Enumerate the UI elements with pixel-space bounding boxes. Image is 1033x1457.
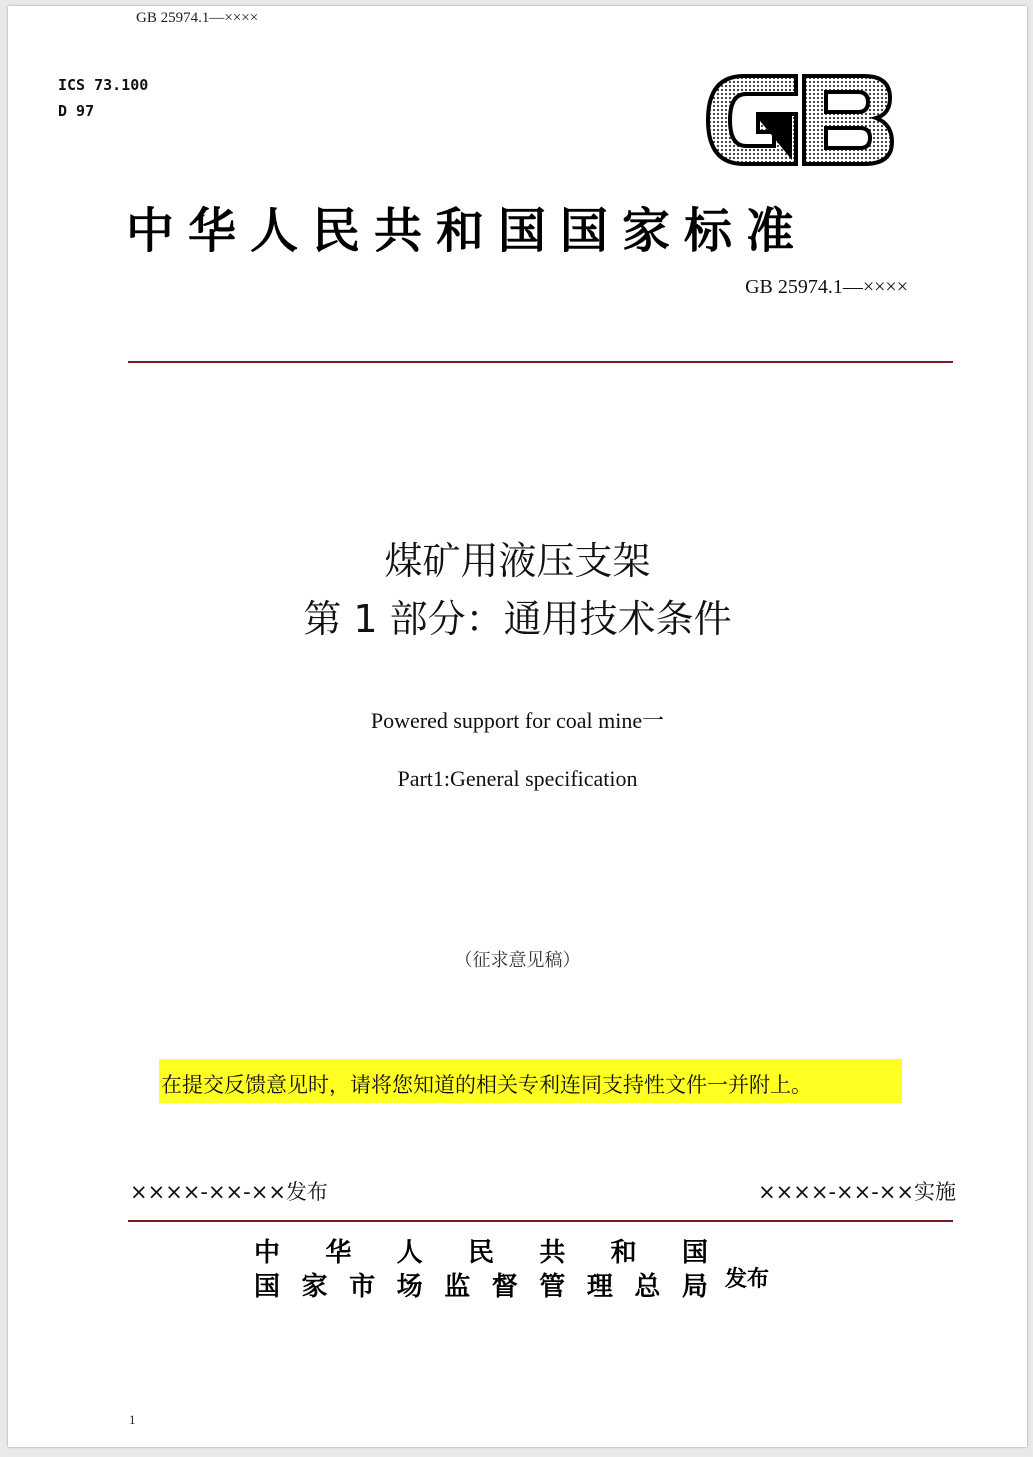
publisher-char: 华: [325, 1238, 352, 1268]
issue-date: ××××-××-××发布: [130, 1180, 328, 1204]
publisher-char: 民: [467, 1238, 494, 1268]
publisher-char: 中: [254, 1238, 281, 1268]
ics-code: ICS 73.100: [58, 76, 149, 94]
publisher-char: 国: [681, 1238, 708, 1268]
page-number: 1: [129, 1412, 136, 1427]
patent-notice-highlight: [159, 1059, 902, 1103]
bottom-divider: [128, 1220, 953, 1222]
chinese-title-line1: 煤矿用液压支架: [384, 539, 651, 583]
draft-status: （征求意见稿）: [454, 950, 581, 971]
publisher-char: 人: [396, 1238, 423, 1268]
publisher-char: 家: [301, 1272, 328, 1302]
english-title-line1: Powered support for coal mine一: [370, 708, 665, 733]
top-divider: [128, 361, 953, 363]
publisher-suffix: 发布: [725, 1267, 770, 1292]
publisher-char: 监: [444, 1272, 471, 1302]
chinese-title-line2: 第 1 部分：通用技术条件: [303, 597, 732, 641]
publisher-char: 理: [586, 1272, 613, 1302]
implementation-date: ××××-××-××实施: [758, 1180, 956, 1204]
publisher-char: 国: [254, 1272, 281, 1302]
publisher-char: 市: [349, 1272, 376, 1302]
publisher-char: 管: [539, 1272, 566, 1302]
document-page: [8, 6, 1027, 1447]
national-standard-title: 中华人民共和国国家标准: [126, 203, 809, 259]
publisher-char: 和: [610, 1238, 637, 1268]
running-header-code: GB 25974.1—××××: [136, 10, 259, 26]
publisher-char: 场: [396, 1272, 423, 1302]
publisher-char: 督: [491, 1272, 518, 1302]
gb-logo-text: GB: [704, 68, 706, 69]
ccs-code: D 97: [58, 102, 95, 120]
publisher-char: 总: [634, 1272, 661, 1302]
english-title-line2: Part1:General specification: [397, 766, 638, 791]
publisher-line2: [254, 1266, 708, 1303]
publisher-char: 共: [539, 1238, 566, 1268]
publisher-line1: [254, 1232, 708, 1269]
gb-logo: [704, 68, 896, 172]
patent-notice-text: 在提交反馈意见时，请将您知道的相关专利连同支持性文件一并附上。: [161, 1073, 812, 1097]
standard-number: GB 25974.1—××××: [745, 276, 908, 298]
publisher-char: 局: [681, 1272, 708, 1302]
